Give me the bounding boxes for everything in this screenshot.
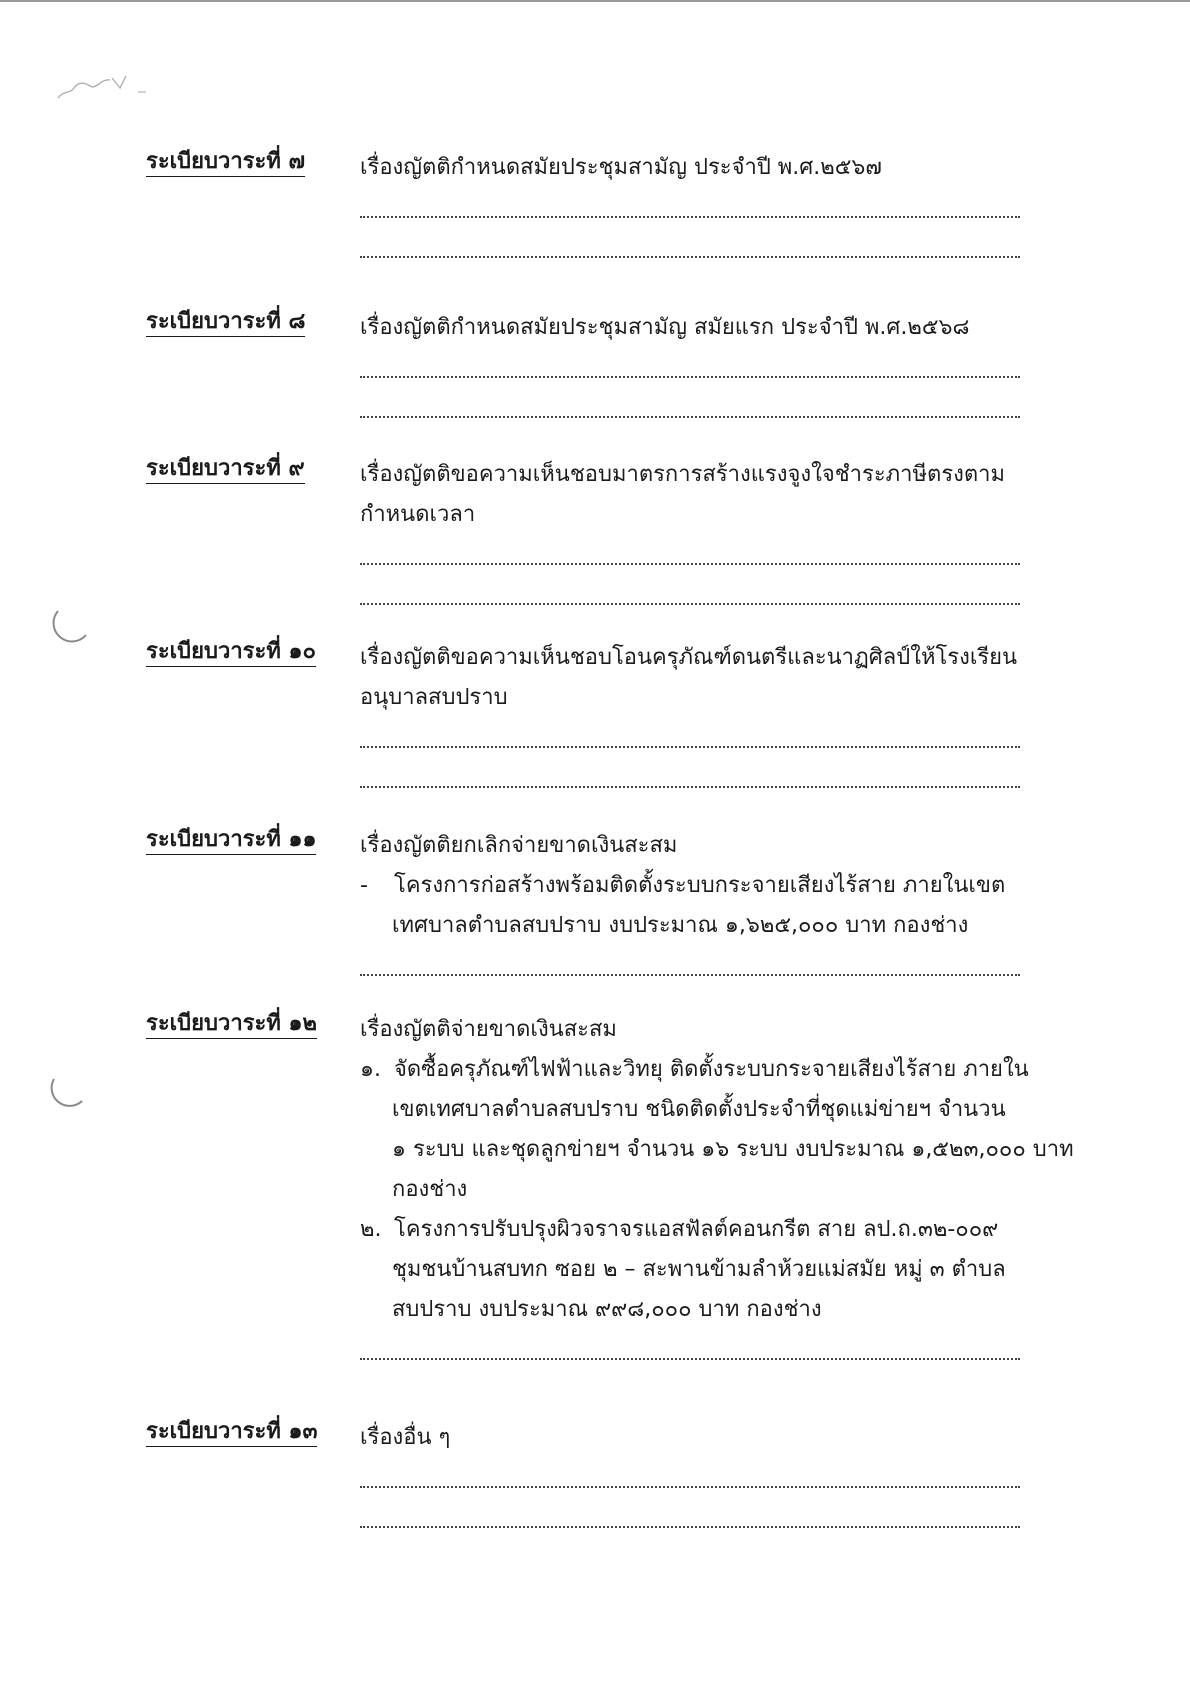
agenda-title: เรื่องญัตติขอความเห็นชอบมาตรการสร้างแรงจูงใจชำระภาษีตรงตาม: [360, 462, 1006, 487]
agenda-label: ระเบียบวาระที่ ๑๒: [146, 1010, 317, 1039]
fill-in-line: [360, 348, 1020, 388]
agenda-label: ระเบียบวาระที่ ๘: [146, 308, 305, 337]
agenda-label: ระเบียบวาระที่ ๑๓: [146, 1418, 317, 1447]
agenda-subitem: [360, 866, 1080, 906]
numbered-item-1: [360, 1050, 1080, 1090]
item-text-cont: ๑ ระบบ และชุดลูกข่ายฯ จำนวน ๑๖ ระบบ งบประมาณ ๑,๕๒๓,๐๐๐ บาท: [392, 1137, 1074, 1162]
dash-bullet: -: [360, 873, 368, 898]
agenda-label: ระเบียบวาระที่ ๗: [146, 148, 305, 177]
fill-in-line: [360, 1330, 1020, 1370]
item-text-cont: ชุมชนบ้านสบทก ซอย ๒ – สะพานข้ามลำห้วยแม่สมัย หมู่ ๓ ตำบล: [392, 1257, 1006, 1282]
agenda-title: เรื่องญัตติขอความเห็นชอบโอนครุภัณฑ์ดนตรีและนาฏศิลป์ให้โรงเรียน: [360, 645, 1018, 670]
agenda-title: เรื่องอื่น ๆ: [360, 1425, 451, 1450]
fill-in-line: [360, 718, 1020, 758]
agenda-title: เรื่องญัตติยกเลิกจ่ายขาดเงินสะสม: [360, 833, 678, 858]
fill-in-line: [360, 228, 1020, 268]
agenda-title-cont: กำหนดเวลา: [360, 502, 476, 527]
item-text-cont: เขตเทศบาลตำบลสบปราบ ชนิดติดตั้งประจำที่ชุดแม่ข่ายฯ จำนวน: [392, 1097, 1006, 1122]
punch-hole-mark: [52, 605, 92, 645]
agenda-title-cont: อนุบาลสบปราบ: [360, 685, 508, 710]
agenda-label: ระเบียบวาระที่ ๑๐: [146, 638, 316, 667]
fill-in-line: [360, 575, 1020, 615]
fill-in-line: [360, 1458, 1020, 1498]
handwritten-mark: [50, 68, 160, 108]
numbered-item-2: [360, 1210, 1080, 1250]
punch-hole-mark: [50, 1075, 90, 1115]
agenda-label: ระเบียบวาระที่ ๑๑: [146, 826, 316, 855]
item-text-cont: สบปราบ งบประมาณ ๙๙๘,๐๐๐ บาท กองช่าง: [392, 1297, 822, 1322]
item-text: จัดซื้อครุภัณฑ์ไฟฟ้าและวิทยุ ติดตั้งระบบกระจายเสียงไร้สาย ภายใน: [394, 1057, 1029, 1082]
subitem-text: โครงการก่อสร้างพร้อมติดตั้งระบบกระจายเสียงไร้สาย ภายในเขต: [394, 873, 1006, 898]
scan-top-edge: [0, 0, 1190, 2]
item-text: โครงการปรับปรุงผิวจราจรแอสฟัลต์คอนกรีต สาย ลป.ถ.๓๒-๐๐๙: [394, 1217, 999, 1242]
fill-in-line: [360, 1498, 1020, 1538]
item-number: ๑.: [360, 1057, 381, 1082]
agenda-title: เรื่องญัตติกำหนดสมัยประชุมสามัญ สมัยแรก ประจำปี พ.ศ.๒๕๖๘: [360, 315, 970, 340]
agenda-label: ระเบียบวาระที่ ๙: [146, 455, 305, 484]
item-text-cont: กองช่าง: [392, 1177, 468, 1202]
fill-in-line: [360, 388, 1020, 428]
fill-in-line: [360, 188, 1020, 228]
item-number: ๒.: [360, 1217, 382, 1242]
agenda-title: เรื่องญัตติกำหนดสมัยประชุมสามัญ ประจำปี พ.ศ.๒๕๖๗: [360, 155, 882, 180]
agenda-title: เรื่องญัตติจ่ายขาดเงินสะสม: [360, 1017, 617, 1042]
fill-in-line: [360, 535, 1020, 575]
subitem-text-cont: เทศบาลตำบลสบปราบ งบประมาณ ๑,๖๒๕,๐๐๐ บาท กองช่าง: [392, 913, 969, 938]
fill-in-line: [360, 758, 1020, 798]
fill-in-line: [360, 946, 1020, 986]
